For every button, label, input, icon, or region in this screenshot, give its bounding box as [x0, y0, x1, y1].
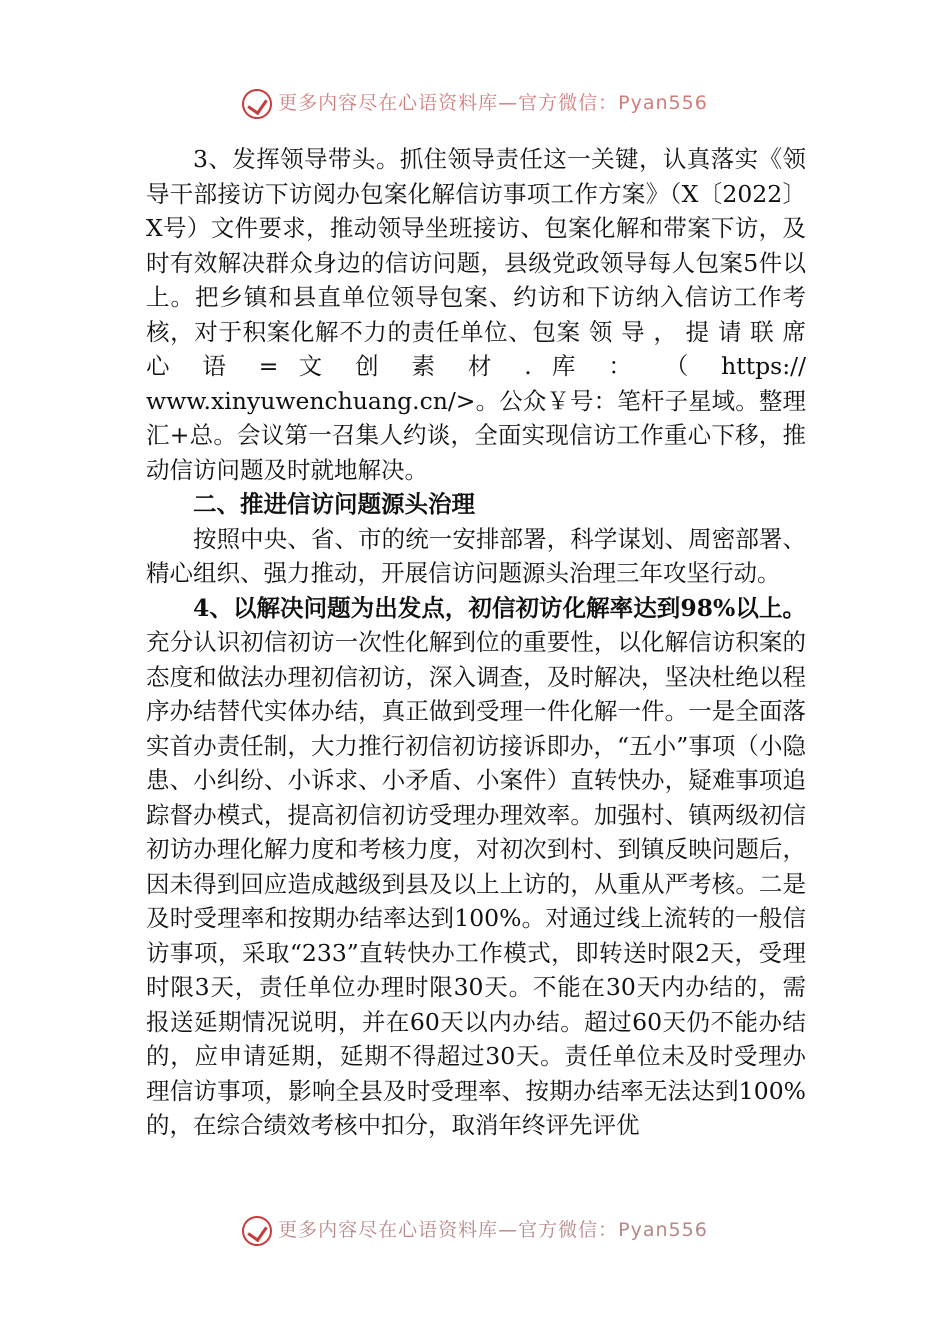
- paragraph-leadership: [146, 142, 806, 487]
- document-body: [146, 142, 806, 1143]
- paragraph-first-visit-title: 4、以解决问题为出发点，初信初访化解率达到98%以上。: [193, 593, 806, 622]
- footer-watermark: [0, 1215, 950, 1246]
- paragraph-leadership-part2: 案 领 导 ， 提 请 联 席 心 语 = 文 创 素 材 . 库 ： （ https:// www.xinyuwenchuang.cn/>。公众￥号：笔杆子星域。整理汇+总。会议第一召集人约谈，全面实现信访工作重心下移，推动信访问题及时就地解决。: [146, 317, 807, 484]
- header-watermark: [0, 88, 950, 119]
- paragraph-leadership-part1: 3、发挥领导带头。抓住领导责任这一关键，认真落实《领导干部接访下访阅办包案化解信访事项工作方案》（X〔2022〕X号）文件要求，推动领导坐班接访、包案化解和带案下访，及时有效解决群众身边的信访问题，县级党政领导每人包案5件以上。把乡镇和县直单位领导包案、约访和下访纳入信访工作考核，对于积案化解不力的责任单位、包: [146, 145, 806, 346]
- section-heading-2: 二、推进信访问题源头治理: [193, 490, 475, 518]
- paragraph-first-visit: [146, 591, 806, 1143]
- watermark-text: 更多内容尽在心语资料库—官方微信：Pyan556: [278, 92, 708, 114]
- logo-icon: [242, 89, 272, 119]
- paragraph-deployment: 按照中央、省、市的统一安排部署，科学谋划、周密部署、精心组织、强力推动，开展信访问题源头治理三年攻坚行动。: [146, 524, 806, 587]
- logo-icon-footer: [242, 1216, 272, 1246]
- paragraph-first-visit-body: 充分认识初信初访一次性化解到位的重要性，以化解信访积案的态度和做法办理初信初访，深入调查，及时解决，坚决杜绝以程序办结替代实体办结，真正做到受理一件化解一件。一是全面落实首办责任制，大力推行初信初访接诉即办，“五小”事项（小隐患、小纠纷、小诉求、小矛盾、小案件）直转快办，疑难事项追踪督办模式，提高初信初访受理办理效率。加强村、镇两级初信初访办理化解力度和考核力度，对初次到村、到镇反映问题后，因未得到回应造成越级到县及以上上访的，从重从严考核。二是及时受理率和按期办结率达到100%。对通过线上流转的一般信访事项，采取“233”直转快办工作模式，即转送时限2天，受理时限3天，责任单位办理时限30天。不能在30天内办结的，需报送延期情况说明，并在60天以内办结。超过60天仍不能办结的，应申请延期，延期不得超过30天。责任单位未及时受理办理信访事项，影响全县及时受理率、按期办结率无法达到100%的，在综合绩效考核中扣分，取消年终评先评优: [146, 628, 806, 1139]
- watermark-text-footer: 更多内容尽在心语资料库—官方微信：Pyan556: [278, 1219, 708, 1241]
